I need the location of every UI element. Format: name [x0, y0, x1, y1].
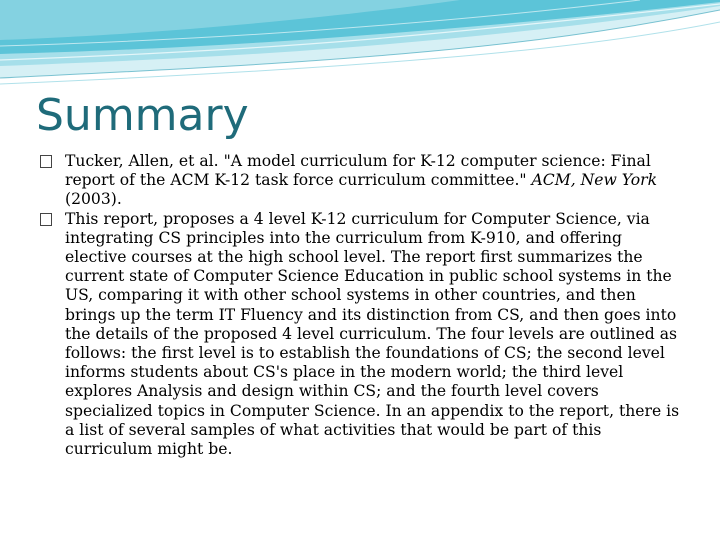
citation-text: Tucker, Allen, et al. "A model curriculum for K-12 computer science: Final report of the ACM K-12 task force curriculum committee." [65, 152, 651, 190]
bullet-box-icon [40, 155, 52, 168]
header-wave-decoration [0, 0, 720, 90]
bullet-citation [40, 152, 686, 210]
citation-publisher: ACM, New York [531, 171, 658, 190]
bullet-summary [40, 210, 686, 460]
bullet-box-icon [40, 213, 52, 226]
summary-text: This report, proposes a 4 level K-12 curriculum for Computer Science, via integrating CS principles into the curriculum from K-910, and offering elective courses at the high school level. The report first summarizes the current state of Computer Science Education in public school systems in the US, comparing it with other school systems in other countries, and then brings up the term IT Fluency and its distinction from CS, and then goes into the details of the proposed 4 level curriculum. The four levels are outlined as follows: the first level is to establish the foundations of CS; the second level informs students about CS's place in the modern world; the third level explores Analysis and design within CS; and the fourth level covers specialized topics in Computer Science. In an appendix to the report, there is a list of several samples of what activities that would be part of this curriculum might be. [65, 209, 680, 459]
bullet-list [40, 152, 686, 459]
citation-year: (2003). [65, 190, 122, 209]
slide-title: Summary [36, 90, 249, 141]
